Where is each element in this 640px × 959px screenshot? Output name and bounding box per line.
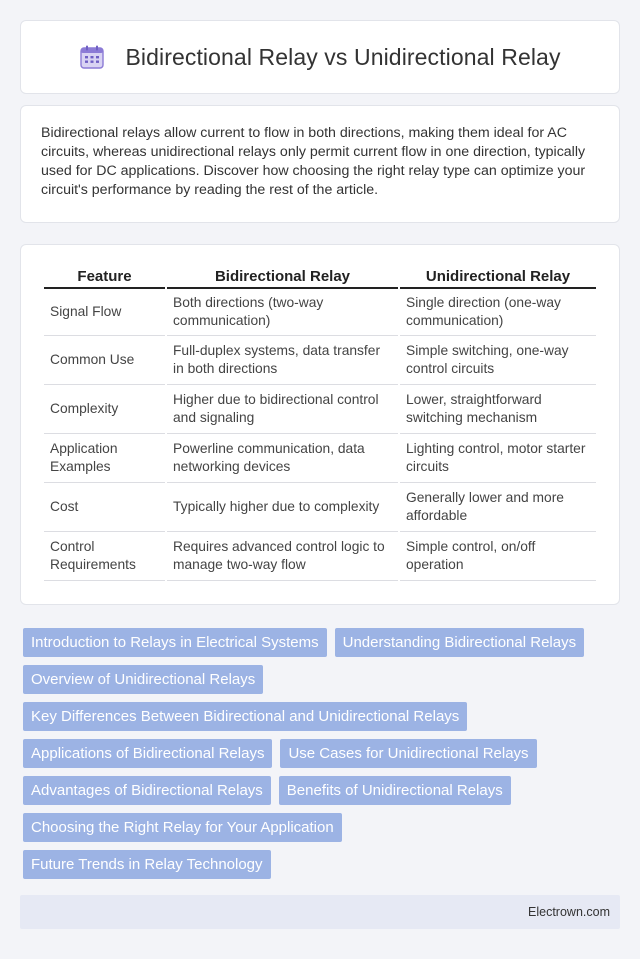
tag-future-trends[interactable]: Future Trends in Relay Technology <box>23 850 271 879</box>
tag-row <box>23 665 623 694</box>
footer-site-name: Electrown.com <box>528 905 610 919</box>
calendar-icon <box>79 44 105 70</box>
column-header-feature: Feature <box>44 267 165 289</box>
table-cell-bidirectional: Full-duplex systems, data transfer in both directions <box>167 336 398 385</box>
intro-text: Bidirectional relays allow current to flow in both directions, making them ideal for AC circuits, whereas unidirectional relays only permit current flow in one direction, typically used for DC applications. Discover how choosing the right relay type can optimize your circuit's performance by reading the rest of the article. <box>41 125 586 198</box>
table-cell-bidirectional: Higher due to bidirectional control and signaling <box>167 385 398 434</box>
tag-row <box>23 776 623 805</box>
tag-overview-unidirectional-relays[interactable]: Overview of Unidirectional Relays <box>23 665 263 694</box>
table-cell-feature: Application Examples <box>44 434 165 483</box>
table-cell-unidirectional: Simple control, on/off operation <box>400 532 596 581</box>
tag-row <box>23 628 623 657</box>
tag-benefits-unidirectional[interactable]: Benefits of Unidirectional Relays <box>279 776 511 805</box>
table-row <box>44 532 596 581</box>
table-header-row <box>44 267 596 289</box>
tag-choosing-right-relay[interactable]: Choosing the Right Relay for Your Application <box>23 813 342 842</box>
tag-row <box>23 850 623 879</box>
table-cell-bidirectional: Both directions (two-way communication) <box>167 289 398 336</box>
tag-row <box>23 739 623 768</box>
table-row <box>44 385 596 434</box>
tag-understanding-bidirectional-relays[interactable]: Understanding Bidirectional Relays <box>335 628 584 657</box>
table-cell-feature: Signal Flow <box>44 289 165 336</box>
tag-use-cases-unidirectional[interactable]: Use Cases for Unidirectional Relays <box>280 739 536 768</box>
table-row <box>44 336 596 385</box>
tag-applications-bidirectional[interactable]: Applications of Bidirectional Relays <box>23 739 272 768</box>
header <box>79 44 560 71</box>
table-cell-bidirectional: Typically higher due to complexity <box>167 483 398 532</box>
tag-row <box>23 702 623 731</box>
comparison-table-card <box>20 244 620 605</box>
table-cell-unidirectional: Single direction (one-way communication) <box>400 289 596 336</box>
column-header-bidirectional: Bidirectional Relay <box>167 267 398 289</box>
table-cell-feature: Control Requirements <box>44 532 165 581</box>
table-cell-bidirectional: Requires advanced control logic to manage two-way flow <box>167 532 398 581</box>
table-cell-bidirectional: Powerline communication, data networking devices <box>167 434 398 483</box>
table-cell-unidirectional: Lower, straightforward switching mechanism <box>400 385 596 434</box>
header-card <box>20 20 620 94</box>
page-title: Bidirectional Relay vs Unidirectional Relay <box>125 43 561 70</box>
topic-tags <box>23 628 623 887</box>
intro-card <box>20 105 620 223</box>
tag-introduction-to-relays[interactable]: Introduction to Relays in Electrical Systems <box>23 628 327 657</box>
tag-row <box>23 813 623 842</box>
column-header-unidirectional: Unidirectional Relay <box>400 267 596 289</box>
table-cell-feature: Common Use <box>44 336 165 385</box>
footer <box>20 895 620 929</box>
table-cell-unidirectional: Lighting control, motor starter circuits <box>400 434 596 483</box>
table-row <box>44 483 596 532</box>
table-cell-unidirectional: Generally lower and more affordable <box>400 483 596 532</box>
table-row <box>44 289 596 336</box>
table-row <box>44 434 596 483</box>
tag-key-differences[interactable]: Key Differences Between Bidirectional and Unidirectional Relays <box>23 702 467 731</box>
table-cell-feature: Complexity <box>44 385 165 434</box>
table-cell-feature: Cost <box>44 483 165 532</box>
comparison-table <box>42 267 598 581</box>
table-cell-unidirectional: Simple switching, one-way control circuits <box>400 336 596 385</box>
tag-advantages-bidirectional[interactable]: Advantages of Bidirectional Relays <box>23 776 271 805</box>
